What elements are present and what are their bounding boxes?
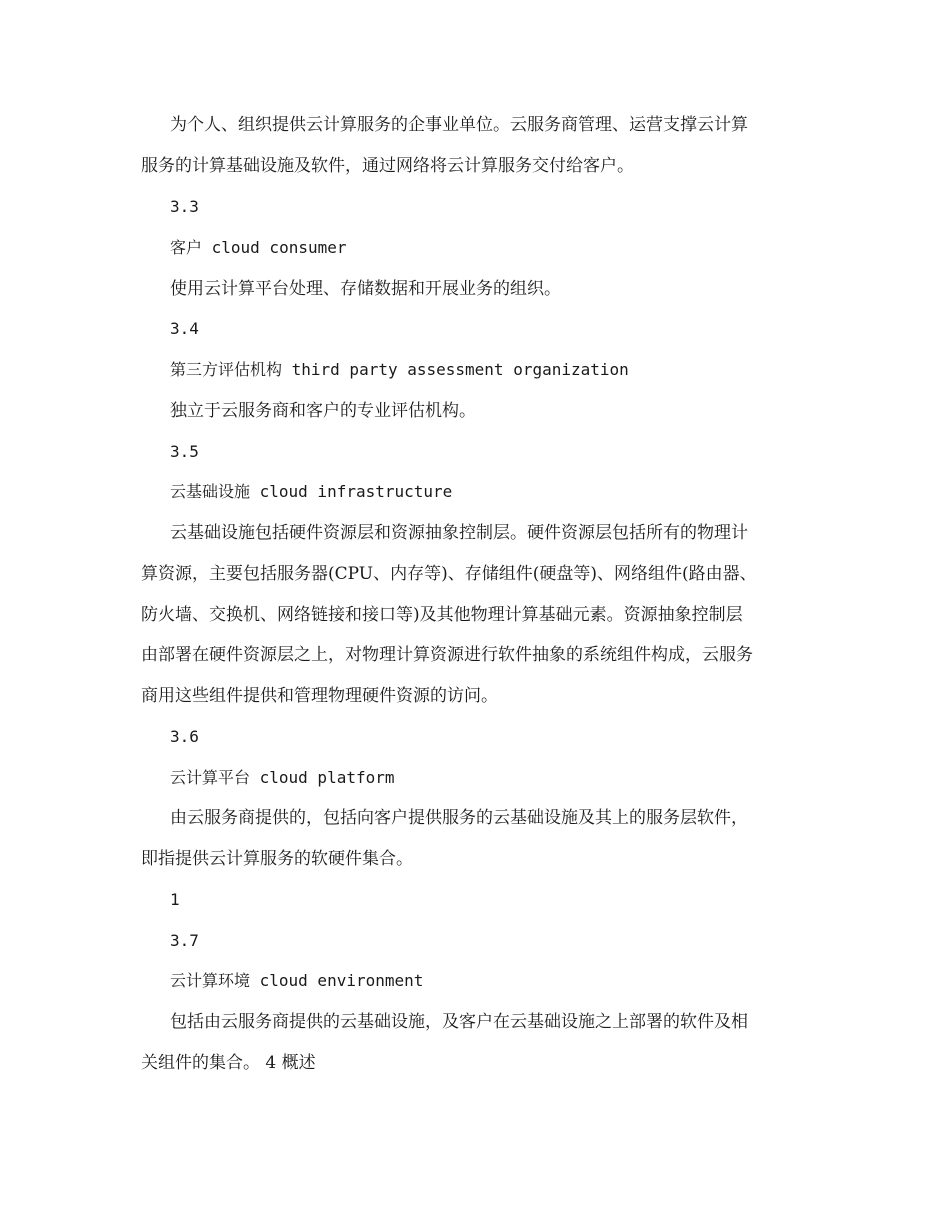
term-heading: 客户 cloud consumer [170, 238, 347, 257]
section-number: 3.4 [170, 319, 199, 338]
definition-text: 关组件的集合。 4 概述 [141, 1053, 316, 1073]
paragraph-line: 服务的计算基础设施及软件，通过网络将云计算服务交付给客户。 [141, 156, 634, 176]
definition-text: 商用这些组件提供和管理物理硬件资源的访问。 [141, 686, 498, 706]
definition-text: 云基础设施包括硬件资源层和资源抽象控制层。硬件资源层包括所有的物理计 [170, 523, 748, 543]
term-heading: 云计算环境 cloud environment [170, 971, 424, 990]
definition-text: 由部署在硬件资源层之上，对物理计算资源进行软件抽象的系统组件构成，云服务 [141, 645, 753, 665]
definition-text: 由云服务商提供的，包括向客户提供服务的云基础设施及其上的服务层软件， [170, 808, 748, 828]
section-number: 3.6 [170, 727, 199, 746]
term-heading: 第三方评估机构 third party assessment organization [170, 360, 629, 379]
section-number: 3.3 [170, 197, 199, 216]
definition-text: 即指提供云计算服务的软硬件集合。 [141, 849, 413, 869]
definition-text: 独立于云服务商和客户的专业评估机构。 [170, 401, 476, 421]
definition-text: 算资源，主要包括服务器(CPU、内存等)、存储组件(硬盘等)、网络组件(路由器、 [141, 564, 757, 584]
definition-text: 包括由云服务商提供的云基础设施，及客户在云基础设施之上部署的软件及相 [170, 1012, 748, 1032]
page-number: 1 [170, 890, 180, 909]
section-number: 3.5 [170, 442, 199, 461]
term-heading: 云计算平台 cloud platform [170, 768, 395, 787]
definition-text: 防火墙、交换机、网络链接和接口等)及其他物理计算基础元素。资源抽象控制层 [141, 605, 743, 625]
definition-text: 使用云计算平台处理、存储数据和开展业务的组织。 [170, 279, 561, 299]
section-number: 3.7 [170, 931, 199, 950]
paragraph-line: 为个人、组织提供云计算服务的企事业单位。云服务商管理、运营支撑云计算 [170, 115, 748, 135]
term-heading: 云基础设施 cloud infrastructure [170, 482, 453, 501]
